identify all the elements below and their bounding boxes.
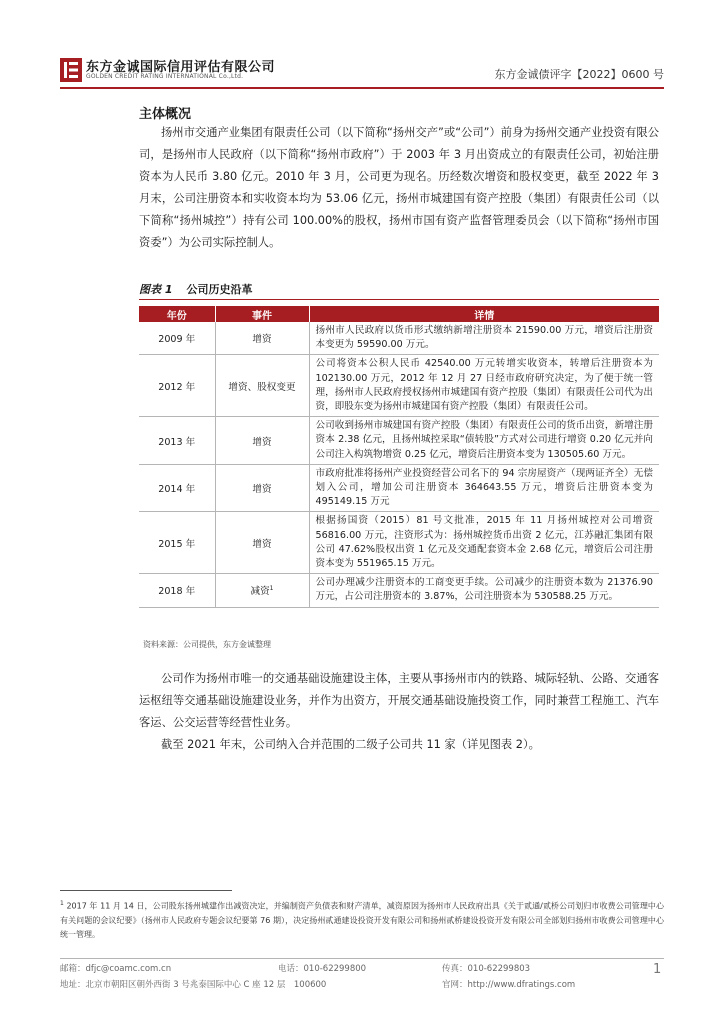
subsidiary-paragraph: 截至 2021 年末，公司纳入合并范围的二级子公司共 11 家（详见图表 2）。	[161, 738, 540, 751]
table-header-row	[139, 306, 659, 322]
table-caption-label: 图表 1	[139, 283, 173, 296]
company-logo-icon	[60, 58, 82, 82]
footnote-ref[interactable]: 1	[269, 585, 274, 593]
row-event: 增资	[215, 464, 309, 512]
company-name-en: GOLDEN CREDIT RATING INTERNATIONAL Co.,Ltd.	[86, 73, 244, 80]
header-year: 年份	[139, 306, 215, 322]
row-detail: 公司收到扬州市城建国有资产控股（集团）有限责任公司的货币出资，新增注册资本 2.38 亿元，且扬州城控采取“债转股”方式对公司进行增资 0.20 亿元并向公司注入构筑物增资 0.25 亿元，增资后注册资本变为 130505.60 万元。	[309, 417, 659, 465]
row-year: 2018 年	[139, 574, 215, 607]
business-paragraph: 公司作为扬州市唯一的交通基础设施建设主体，主要从事扬州市内的铁路、城际轻轨、公路、交通客运枢纽等交通基础设施建设业务，并作为出资方，开展交通基础设施投资工作，同时兼营工程施工、汽车客运、公交运营等经营性业务。	[139, 672, 659, 729]
table-row	[139, 417, 659, 465]
footer-phone: 电话：010-62299800	[278, 964, 367, 974]
footer-fax: 传真：010-62299803	[442, 964, 531, 974]
row-detail: 公司办理减少注册资本的工商变更手续。公司减少的注册资本数为 21376.90 万元，占公司注册资本的 3.87%，公司注册资本为 530588.25 万元。	[309, 574, 659, 607]
header-event: 事件	[215, 306, 309, 322]
header-divider	[60, 87, 664, 89]
table-row	[139, 464, 659, 512]
table-row	[139, 322, 659, 355]
footnote-text: 2017 年 11 月 14 日，公司股东扬州城建作出减资决定，并编制资产负债表和财产清单，减资原因为扬州市人民政府出具《关于贰通/贰桥公司划归市收费公司管理中心有关问题的会议纪要》（扬州市人民政府专题会议纪要第 76 期），决定扬州贰通建设投资开发有限公司和扬州贰桥建设投资开发有限公司全部划归扬州市收费公司管理中心统一管理。	[60, 901, 664, 939]
footnote-mark: 1	[60, 900, 64, 907]
section-title: 主体概况	[139, 107, 192, 122]
row-year: 2014 年	[139, 464, 215, 512]
history-table	[139, 306, 659, 608]
footer-email[interactable]: 邮箱：dfjc@coamc.com.cn	[60, 964, 172, 974]
table-row	[139, 355, 659, 417]
footer-divider	[60, 958, 664, 959]
row-event: 增资	[215, 322, 309, 355]
row-event: 增资	[215, 512, 309, 574]
company-name-cn: 东方金诚国际信用评估有限公司	[86, 60, 276, 75]
row-event	[215, 574, 309, 607]
row-event: 增资、股权变更	[215, 355, 309, 417]
table-row	[139, 512, 659, 574]
table-row	[139, 574, 659, 607]
row-event-text: 减资	[250, 586, 270, 598]
row-detail: 根据扬国资（2015）81 号文批准，2015 年 11 月扬州城控对公司增资 56816.00 万元，注资形式为：扬州城控货币出资 2 亿元，江苏融汇集团有限公司 47.62%股权出资 1 亿元及交通配套资本金 2.68 亿元，增资后公司注册资本变为 551965.15 万元。	[309, 512, 659, 574]
row-detail: 市政府批准将扬州产业投资经营公司名下的 94 宗房屋资产（现两证齐全）无偿划入公司，增加公司注册资本 364643.55 万元，增资后注册资本变为 495149.15 万元	[309, 464, 659, 512]
footer-website[interactable]: 官网：http://www.dfratings.com	[442, 980, 576, 990]
page-header	[60, 52, 664, 88]
row-event: 增资	[215, 417, 309, 465]
row-detail: 公司将资本公积人民币 42540.00 万元转增实收资本，转增后注册资本为 102130.00 万元，2012 年 12 月 27 日经市政府研究决定，为了便于统一管理，扬州市人民政府授权扬州市城建国有资产控股（集团）有限责任公司代为出资，即股东变为扬州市城建国有资产控股（集团）有限责任公司。	[309, 355, 659, 417]
row-year: 2012 年	[139, 355, 215, 417]
row-year: 2015 年	[139, 512, 215, 574]
table-caption-title: 公司历史沿革	[186, 283, 253, 296]
overview-paragraph: 扬州市交通产业集团有限责任公司（以下简称“扬州交产”或“公司”）前身为扬州交通产业投资有限公司，是扬州市人民政府（以下简称“扬州市政府”）于 2003 年 3 月出资成立的有限责任公司，初始注册资本为人民币 3.80 亿元。2010 年 3 月，公司更为现名。历经数次增资和股权变更，截至 2022 年 3 月末，公司注册资本和实收资本均为 53.06 亿元，扬州市城建国有资产控股（集团）有限责任公司（以下简称“扬州城控”）持有公司 100.00%的股权，扬州市国有资产监督管理委员会（以下简称“扬州市国资委”）为公司实际控制人。	[139, 126, 659, 249]
table-caption	[139, 281, 252, 297]
footnote	[60, 897, 664, 942]
footer-address: 地址：北京市朝阳区朝外西街 3 号兆泰国际中心 C 座 12 层 100600	[60, 980, 327, 990]
page-number: 1	[653, 962, 662, 977]
row-year: 2013 年	[139, 417, 215, 465]
header-detail: 详情	[309, 306, 659, 322]
document-number: 东方金诚债评字【2022】0600 号	[494, 68, 664, 81]
table-source: 资料来源：公司提供，东方金诚整理	[143, 640, 271, 649]
footnote-divider	[60, 890, 232, 891]
caption-divider	[139, 299, 659, 300]
row-detail: 扬州市人民政府以货币形式缴纳新增注册资本 21590.00 万元，增资后注册资本变更为 59590.00 万元。	[309, 322, 659, 355]
row-year: 2009 年	[139, 322, 215, 355]
